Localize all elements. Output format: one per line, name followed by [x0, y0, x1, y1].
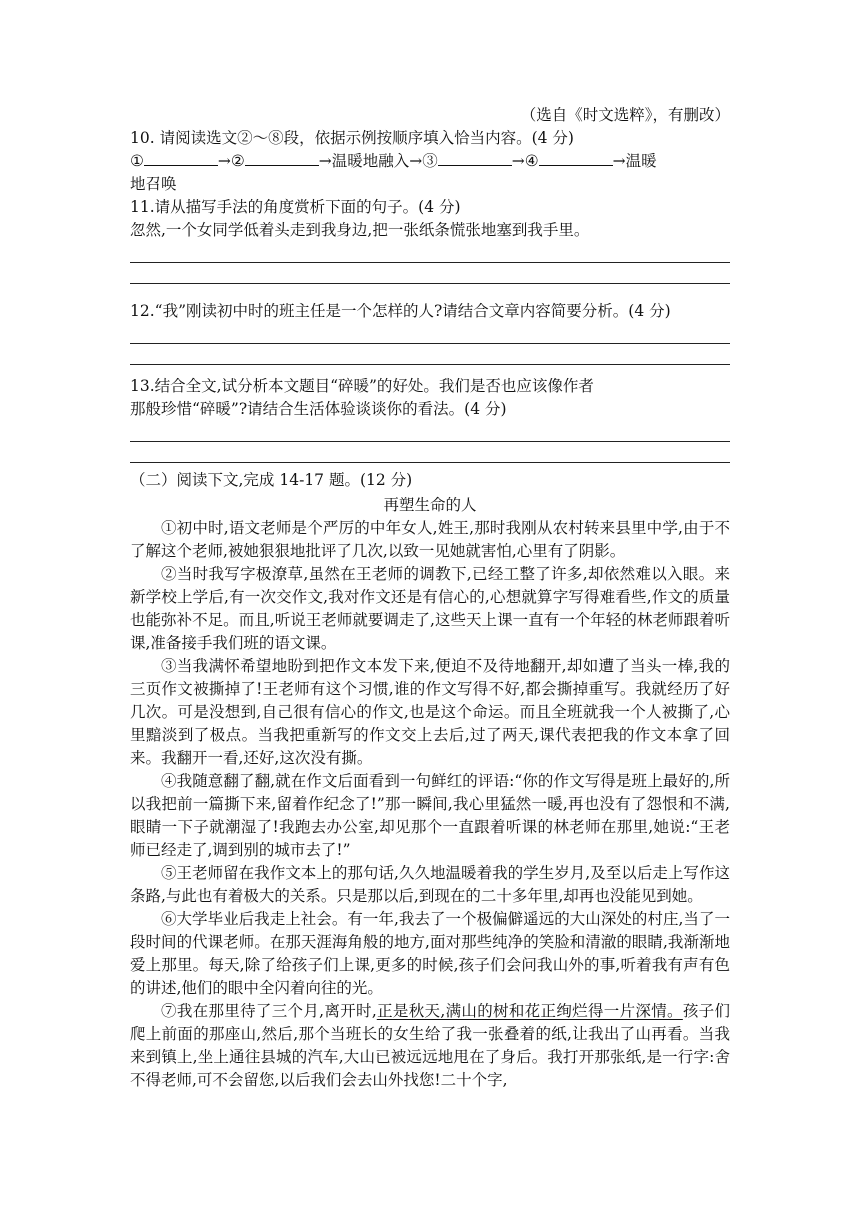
flow-part-5: →温暖: [612, 152, 657, 170]
question-13-line2: 那般珍惜“碎暖”?请结合生活体验谈谈你的看法。(4 分): [130, 400, 507, 418]
flow-part-3: →温暖地融入→③: [318, 152, 438, 170]
paragraph-3: ③当我满怀希望地盼到把作文本发下来,便迫不及待地翻开,却如遭了当头一棒,我的三页作文被撕掉了!王老师有这个习惯,谁的作文写得不好,都会撕掉重写。我就经历了好几次。可是没想到,自己很有信心的作文,也是这个命运。而且全班就我一个人被撕了,心里黯淡到了极点。当我把重新写的作文交上去后,过了两天,课代表把我的作文本拿了回来。我翻开一看,还好,这次没有撕。: [130, 657, 730, 767]
underlined-sentence: 正是秋天,满山的树和花正绚烂得一片深情。: [376, 1002, 683, 1020]
answer-line[interactable]: [130, 421, 730, 442]
paragraph-7: [130, 1000, 730, 1092]
answer-blank-3[interactable]: [438, 151, 512, 166]
answer-line[interactable]: [130, 323, 730, 344]
question-12: 12.“我”刚读初中时的班主任是一个怎样的人?请结合文章内容简要分析。(4 分): [130, 302, 671, 320]
paragraph-4: ④我随意翻了翻,就在作文后面看到一句鲜红的评语:“你的作文写得是班上最好的,所以我把前一篇撕下来,留着作纪念了!”那一瞬间,我心里猛然一暖,再也没有了怨恨和不满,眼睛一下子就潮湿了!我跑去办公室,却见那个一直跟着听课的林老师在那里,她说:“王老师已经走了,调到别的城市去了!”: [130, 772, 730, 859]
paragraph-2: ②当时我写字极潦草,虽然在王老师的调教下,已经工整了许多,却依然难以入眼。来新学校上学后,有一次交作文,我对作文还是有信心的,心想就算字写得难看些,作文的质量也能弥补不足。而且,听说王老师就要调走了,这些天上课一直有一个年轻的林老师跟着听课,准备接手我们班的语文课。: [130, 565, 730, 652]
answer-blank-4[interactable]: [539, 151, 613, 166]
flow-part-4: →④: [511, 152, 539, 170]
question-11: 11.请从描写手法的角度赏析下面的句子。(4 分): [130, 198, 461, 216]
question-10-flow-tail: 地召唤: [130, 175, 177, 193]
question-10: 10. 请阅读选文②～⑧段，依据示例按顺序填入恰当内容。(4 分): [130, 129, 574, 147]
source-note: （选自《时文选粹》，有删改）: [520, 106, 730, 124]
question-11-sentence: 忽然,一个女同学低着头走到我身边,把一张纸条慌张地塞到我手里。: [130, 221, 590, 239]
answer-line[interactable]: [130, 263, 730, 284]
question-13-line1: 13.结合全文,试分析本文题目“碎暖”的好处。我们是否也应该像作者: [130, 377, 594, 395]
article-title: 再塑生命的人: [383, 496, 477, 514]
answer-line[interactable]: [130, 242, 730, 263]
section-2-heading: （二）阅读下文,完成 14-17 题。(12 分): [130, 471, 413, 489]
answer-line[interactable]: [130, 344, 730, 365]
exam-content: [130, 100, 730, 1092]
paragraph-1: ①初中时,语文老师是个严厉的中年女人,姓王,那时我刚从农村转来县里中学,由于不了解这个老师,被她狠狠地批评了几次,以致一见她就害怕,心里有了阴影。: [130, 519, 730, 560]
flow-part-2: →②: [217, 152, 245, 170]
answer-line[interactable]: [130, 442, 730, 463]
question-10-flow: [130, 150, 730, 173]
paragraph-7-start: ⑦我在那里待了三个月,离开时,: [161, 1002, 377, 1020]
flow-part-1: ①: [130, 152, 144, 170]
paragraph-5: ⑤王老师留在我作文本上的那句话,久久地温暖着我的学生岁月,及至以后走上写作这条路,与此也有着极大的关系。只是那以后,到现在的二十多年里,却再也没能见到她。: [130, 864, 730, 905]
paragraph-7-rest: 孩子们爬上前面的那座山,然后,那个当班长的女生给了我一张叠着的纸,让我出了山再看。当我来到镇上,坐上通往县城的汽车,大山已被远远地甩在了身后。我打开那张纸,是一行字:舍不得老师,可不会留您,以后我们会去山外找您!二十个字,: [130, 1002, 730, 1089]
paragraph-6: ⑥大学毕业后我走上社会。有一年,我去了一个极偏僻遥远的大山深处的村庄,当了一段时间的代课老师。在那天涯海角般的地方,面对那些纯净的笑脸和清澈的眼睛,我渐渐地爱上那里。每天,除了给孩子们上课,更多的时候,孩子们会问我山外的事,听着我有声有色的讲述,他们的眼中全闪着向往的光。: [130, 910, 730, 997]
answer-blank-2[interactable]: [245, 151, 319, 166]
answer-blank-1[interactable]: [144, 151, 218, 166]
